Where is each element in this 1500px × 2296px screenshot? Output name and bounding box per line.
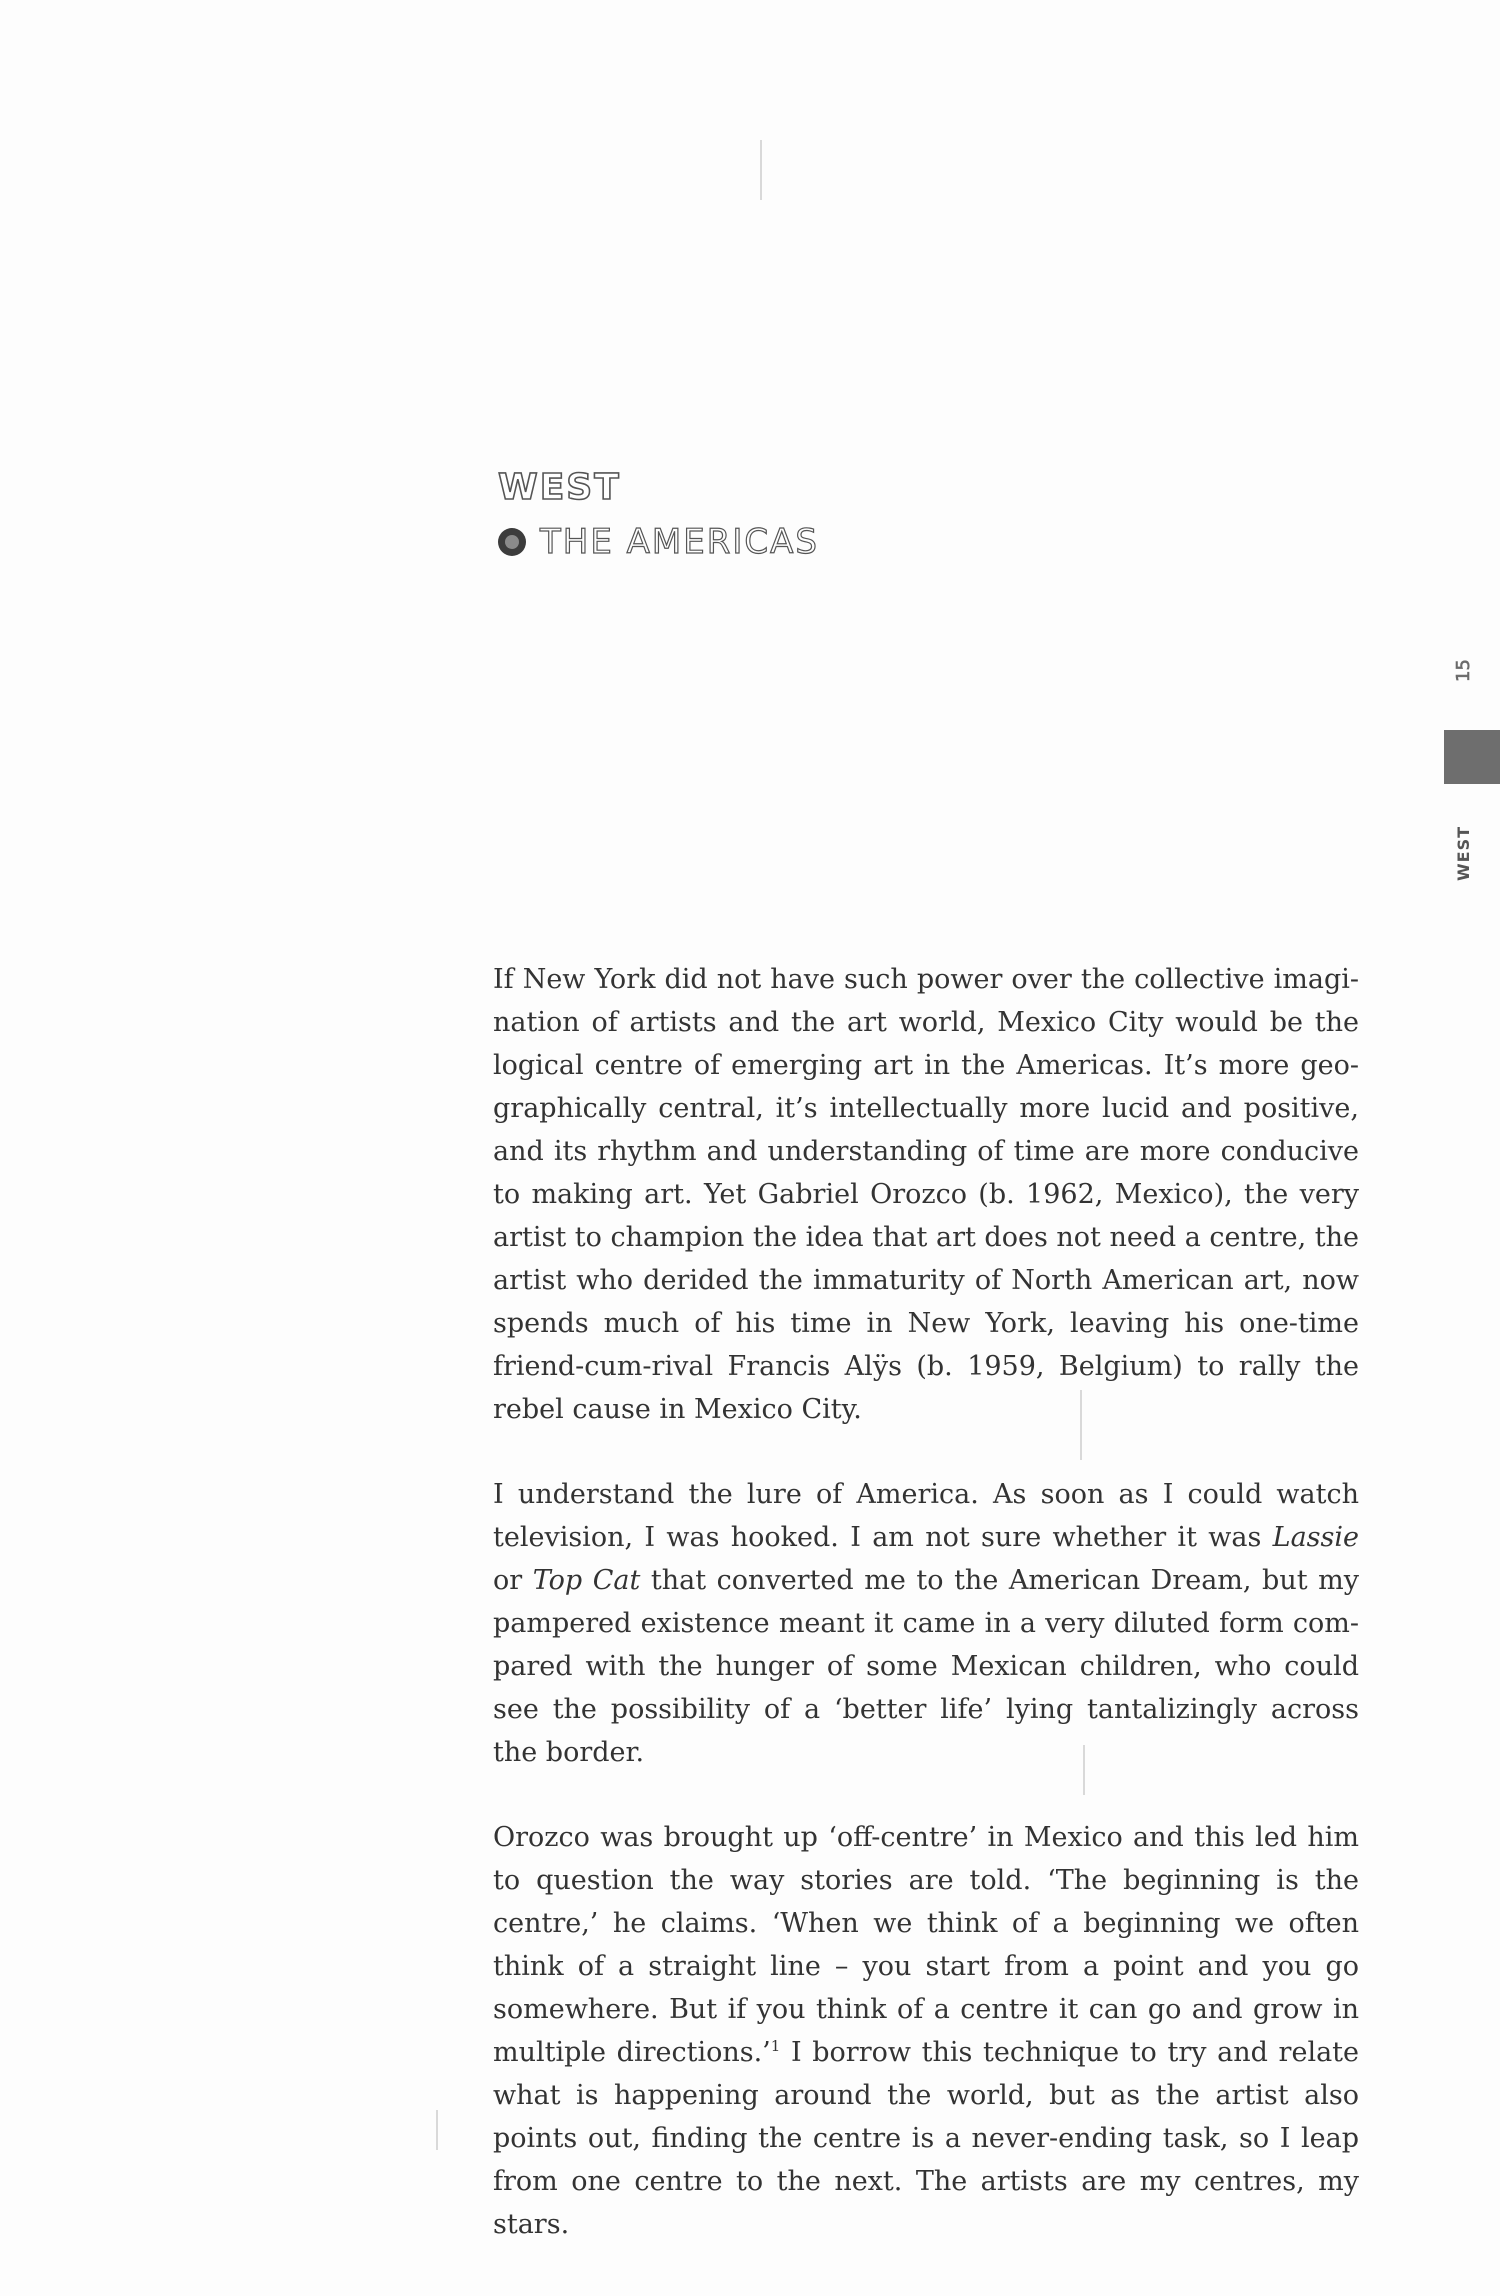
paragraph-3-text-b: I borrow this technique to try and relate what is happening around the world, but as the artist also points out, finding the centre is a never-ending task, so I leap from one centre to the next. The artists are my centres, my stars. [493,2037,1360,2240]
scan-artifact-line [436,2110,438,2150]
title-lassie: Lassie [1272,1522,1359,1553]
paragraph-2-text-c: that converted me to the American Dream, but my pampered existence meant it came in a very diluted form compared with the hunger of some Mexican children, who could see the possibility of a ‘better life’ lying tantalizingly across the border. [493,1565,1359,1768]
page-number: 15 [1452,659,1474,682]
margin-tab [1426,630,1500,910]
scan-artifact-line [760,140,762,200]
paragraph-3 [493,1816,1359,2246]
section-tab-marker [1444,730,1500,784]
target-bullet-icon [498,528,526,556]
paragraph-3-text-a: Orozco was brought up ‘off-centre’ in Mexico and this led him to question the way stories are told. ‘The beginning is the centre,’ he claims. ‘When we think of a beginning we often think of a straight line – you start from a point and you go somewhere. But if you think of a centre it can go and grow in multiple directions.’ [493,1822,1359,2068]
section-subtitle: THE AMERICAS [540,522,819,562]
paragraph-1: If New York did not have such power over the collective imagination of artists and the art world, Mexico City would be the logical centre of emerging art in the Americas. It’s more geographically central, it’s intellectually more lucid and positive, and its rhythm and understanding of time are more conducive to making art. Yet Gabriel Orozco (b. 1962, Mexico), the very artist to champion the idea that art does not need a centre, the artist who derided the immaturity of North American art, now spends much of his time in New York, leaving his one-time friend-cum-rival Francis Alÿs (b. 1959, Belgium) to rally the rebel cause in Mexico City. [493,964,1359,1425]
section-subtitle-row [498,522,819,562]
section-title: WEST [498,467,621,508]
paragraph-2-text-b: or [493,1565,533,1596]
section-heading [498,468,819,562]
body-text [493,958,1359,2288]
title-top-cat: Top Cat [532,1565,641,1596]
paragraph-2-text-a: I understand the lure of America. As soon as I could watch television, I was hooked. I am not sure whether it was [493,1479,1359,1553]
paragraph-2 [493,1473,1359,1774]
running-head: WEST [1454,825,1474,882]
footnote-reference[interactable]: 1 [770,2037,781,2055]
